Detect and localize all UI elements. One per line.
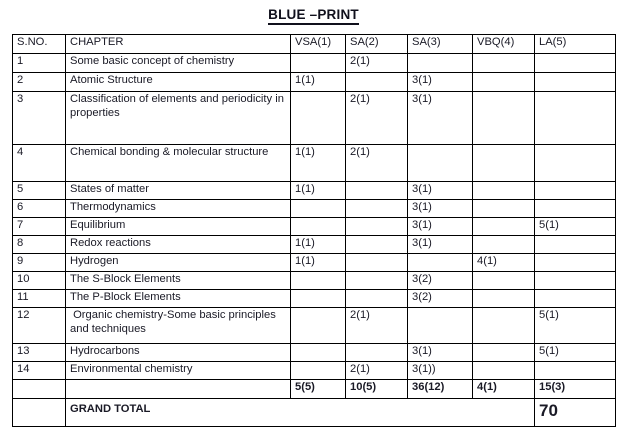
cell-vsa: [291, 218, 346, 236]
cell-chapter: Some basic concept of chemistry: [66, 54, 291, 73]
cell-sa2: 2(1): [346, 308, 408, 344]
cell-vsa: 1(1): [291, 73, 346, 92]
cell-vbq: [473, 344, 535, 362]
totals-cell-vsa: 5(5): [291, 380, 346, 399]
cell-sa3: [408, 254, 473, 272]
grand-total-blank: [13, 399, 66, 427]
cell-vbq: [473, 145, 535, 182]
totals-cell-vbq: 4(1): [473, 380, 535, 399]
cell-sno: 13: [13, 344, 66, 362]
cell-la: 5(1): [535, 344, 616, 362]
cell-chapter: States of matter: [66, 182, 291, 200]
table-row: [13, 200, 616, 218]
cell-la: [535, 92, 616, 145]
cell-vbq: [473, 200, 535, 218]
grand-total-value: 70: [535, 399, 616, 427]
cell-sno: 4: [13, 145, 66, 182]
table-row: [13, 308, 616, 344]
cell-sa2: [346, 73, 408, 92]
cell-sa2: 2(1): [346, 92, 408, 145]
grand-total-row: [13, 399, 616, 427]
cell-sa3: [408, 308, 473, 344]
cell-la: [535, 145, 616, 182]
cell-sa3: [408, 145, 473, 182]
cell-vsa: [291, 308, 346, 344]
cell-vsa: [291, 344, 346, 362]
cell-vbq: [473, 182, 535, 200]
table-row: [13, 182, 616, 200]
table-row: [13, 272, 616, 290]
cell-sno: 3: [13, 92, 66, 145]
cell-la: [535, 272, 616, 290]
cell-sa3: 3(1): [408, 236, 473, 254]
cell-vsa: [291, 54, 346, 73]
cell-vbq: [473, 236, 535, 254]
cell-chapter: Chemical bonding & molecular structure: [66, 145, 291, 182]
cell-sno: 6: [13, 200, 66, 218]
cell-la: [535, 290, 616, 308]
cell-vsa: [291, 92, 346, 145]
cell-vsa: [291, 200, 346, 218]
cell-sa2: 2(1): [346, 362, 408, 380]
totals-cell-sa3: 36(12): [408, 380, 473, 399]
cell-la: [535, 200, 616, 218]
table-row: [13, 362, 616, 380]
cell-sno: 14: [13, 362, 66, 380]
blueprint-table: [12, 34, 616, 427]
cell-chapter: Hydrogen: [66, 254, 291, 272]
cell-la: 5(1): [535, 308, 616, 344]
cell-sa3: [408, 54, 473, 73]
cell-chapter: Equilibrium: [66, 218, 291, 236]
totals-cell-sa2: 10(5): [346, 380, 408, 399]
table-header-row: [13, 35, 616, 54]
grand-total-label: GRAND TOTAL: [66, 399, 535, 427]
cell-vsa: [291, 290, 346, 308]
cell-chapter: Hydrocarbons: [66, 344, 291, 362]
cell-sa2: [346, 272, 408, 290]
cell-sa3: 3(2): [408, 272, 473, 290]
cell-sno: 5: [13, 182, 66, 200]
cell-chapter: Atomic Structure: [66, 73, 291, 92]
cell-la: [535, 73, 616, 92]
cell-sno: 11: [13, 290, 66, 308]
cell-vsa: 1(1): [291, 236, 346, 254]
table-row: [13, 236, 616, 254]
column-header-sno: S.NO.: [13, 35, 66, 54]
cell-vsa: 1(1): [291, 145, 346, 182]
cell-chapter: Redox reactions: [66, 236, 291, 254]
cell-sa2: 2(1): [346, 145, 408, 182]
cell-sa2: [346, 290, 408, 308]
cell-vbq: 4(1): [473, 254, 535, 272]
cell-vbq: [473, 272, 535, 290]
column-header-vbq: VBQ(4): [473, 35, 535, 54]
cell-sno: 10: [13, 272, 66, 290]
totals-cell-sno: [13, 380, 66, 399]
cell-vsa: 1(1): [291, 254, 346, 272]
column-header-la: LA(5): [535, 35, 616, 54]
cell-la: [535, 254, 616, 272]
column-header-sa2: SA(2): [346, 35, 408, 54]
cell-vbq: [473, 308, 535, 344]
totals-row: [13, 380, 616, 399]
table-row: [13, 73, 616, 92]
table-body: [13, 54, 616, 427]
table-header: [13, 35, 616, 54]
cell-la: [535, 362, 616, 380]
cell-vsa: 1(1): [291, 182, 346, 200]
cell-vbq: [473, 92, 535, 145]
cell-la: [535, 54, 616, 73]
cell-sa2: [346, 200, 408, 218]
column-header-vsa: VSA(1): [291, 35, 346, 54]
table-row: [13, 218, 616, 236]
cell-chapter: Classification of elements and periodicity in properties: [66, 92, 291, 145]
table-row: [13, 92, 616, 145]
column-header-chapter: CHAPTER: [66, 35, 291, 54]
cell-sa2: [346, 236, 408, 254]
cell-vsa: [291, 362, 346, 380]
cell-vbq: [473, 54, 535, 73]
table-row: [13, 290, 616, 308]
cell-vbq: [473, 362, 535, 380]
page-title-text: BLUE –PRINT: [268, 7, 359, 25]
cell-sa3: 3(1): [408, 218, 473, 236]
cell-la: 5(1): [535, 218, 616, 236]
totals-cell-chapter: [66, 380, 291, 399]
cell-sa3: 3(1): [408, 92, 473, 145]
cell-chapter: The S-Block Elements: [66, 272, 291, 290]
cell-sno: 7: [13, 218, 66, 236]
cell-la: [535, 236, 616, 254]
cell-sa2: 2(1): [346, 54, 408, 73]
cell-sa3: 3(1)): [408, 362, 473, 380]
cell-chapter: Environmental chemistry: [66, 362, 291, 380]
cell-sa2: [346, 218, 408, 236]
column-header-sa3: SA(3): [408, 35, 473, 54]
table-row: [13, 54, 616, 73]
cell-sa3: 3(1): [408, 182, 473, 200]
table-container: [0, 25, 627, 427]
cell-vbq: [473, 290, 535, 308]
cell-chapter: The P-Block Elements: [66, 290, 291, 308]
cell-sa3: 3(1): [408, 344, 473, 362]
totals-cell-la: 15(3): [535, 380, 616, 399]
page-title: [0, 0, 627, 25]
cell-sno: 2: [13, 73, 66, 92]
cell-sa3: 3(1): [408, 200, 473, 218]
cell-chapter: Organic chemistry-Some basic principles and techniques: [66, 308, 291, 344]
cell-sno: 8: [13, 236, 66, 254]
cell-vbq: [473, 73, 535, 92]
cell-vsa: [291, 272, 346, 290]
cell-sa2: [346, 254, 408, 272]
table-row: [13, 254, 616, 272]
cell-chapter: Thermodynamics: [66, 200, 291, 218]
cell-sno: 1: [13, 54, 66, 73]
cell-la: [535, 182, 616, 200]
cell-vbq: [473, 218, 535, 236]
cell-sno: 12: [13, 308, 66, 344]
table-row: [13, 145, 616, 182]
cell-sa3: 3(1): [408, 73, 473, 92]
cell-sa2: [346, 344, 408, 362]
cell-sa2: [346, 182, 408, 200]
table-row: [13, 344, 616, 362]
cell-sa3: 3(2): [408, 290, 473, 308]
cell-sno: 9: [13, 254, 66, 272]
